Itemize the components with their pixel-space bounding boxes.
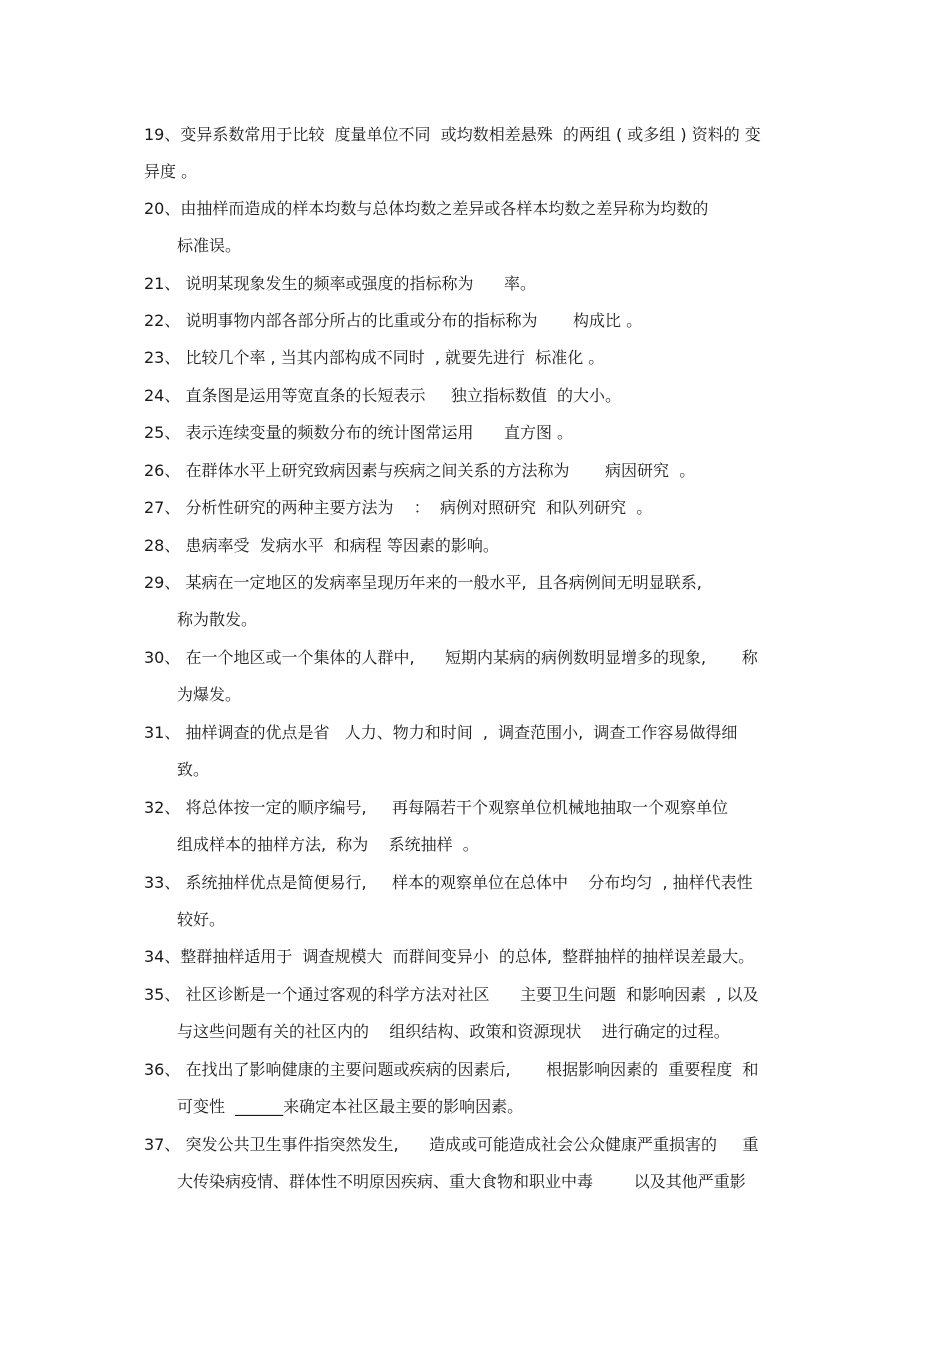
- item-32-line-1: 32、 将总体按一定的顺序编号, 再每隔若干个观察单位机械地抽取一个观察单位: [144, 798, 728, 817]
- item-20-line-2: 标准误。: [177, 236, 242, 255]
- item-32-line-2: 组成样本的抽样方法, 称为 系统抽样 。: [177, 835, 479, 854]
- item-29-line-1: 29、 某病在一定地区的发病率呈现历年来的一般水平, 且各病例间无明显联系,: [144, 573, 702, 592]
- item-36-line-1: 36、 在找出了影响健康的主要问题或疾病的因素后, 根据影响因素的 重要程度 和: [144, 1060, 759, 1079]
- item-35-line-1: 35、 社区诊断是一个通过客观的科学方法对社区 主要卫生问题 和影响因素 , 以及: [144, 985, 759, 1004]
- item-36-line-2: 可变性 ______来确定本社区最主要的影响因素。: [177, 1097, 524, 1116]
- item-29-line-2: 称为散发。: [177, 610, 258, 629]
- item-27: 27、 分析性研究的两种主要方法为 ： 病例对照研究 和队列研究 。: [144, 498, 653, 517]
- item-24: 24、 直条图是运用等宽直条的长短表示 独立指标数值 的大小。: [144, 386, 622, 405]
- item-23: 23、 比较几个率 , 当其内部构成不同时 , 就要先进行 标准化 。: [144, 348, 605, 367]
- item-19-line-2: 异度 。: [144, 162, 198, 181]
- item-37-line-2: 大传染病疫情、群体性不明原因疾病、重大食物和职业中毒 以及其他严重影: [177, 1172, 746, 1191]
- item-22: 22、 说明事物内部各部分所占的比重或分布的指标称为 构成比 。: [144, 311, 643, 330]
- item-28: 28、 患病率受 发病水平 和病程 等因素的影响。: [144, 536, 499, 555]
- item-33-line-1: 33、 系统抽样优点是简便易行, 样本的观察单位在总体中 分布均匀 , 抽样代表性: [144, 873, 753, 892]
- item-31-line-1: 31、 抽样调查的优点是省 人力、物力和时间 , 调查范围小, 调查工作容易做得细: [144, 723, 738, 742]
- item-35-line-2: 与这些问题有关的社区内的 组织结构、政策和资源现状 进行确定的过程。: [177, 1022, 730, 1041]
- item-30-line-1: 30、 在一个地区或一个集体的人群中, 短期内某病的病例数明显增多的现象, 称: [144, 648, 758, 667]
- item-33-line-2: 较好。: [177, 910, 226, 929]
- item-34: 34、整群抽样适用于 调查规模大 而群间变异小 的总体, 整群抽样的抽样误差最大。: [144, 947, 755, 966]
- item-20-line-1: 20、由抽样而造成的样本均数与总体均数之差异或各样本均数之差异称为均数的: [144, 199, 709, 218]
- item-25: 25、 表示连续变量的频数分布的统计图常运用 直方图 。: [144, 423, 574, 442]
- item-31-line-2: 致。: [177, 760, 210, 779]
- item-19-line-1: 19、变异系数常用于比较 度量单位不同 或均数相差悬殊 的两组 ( 或多组 ) 资料的 变: [144, 125, 761, 144]
- item-37-line-1: 37、 突发公共卫生事件指突然发生, 造成或可能造成社会公众健康严重损害的 重: [144, 1135, 759, 1154]
- item-21: 21、 说明某现象发生的频率或强度的指标称为 率。: [144, 274, 536, 293]
- item-26: 26、 在群体水平上研究致病因素与疾病之间关系的方法称为 病因研究 。: [144, 461, 696, 480]
- item-30-line-2: 为爆发。: [177, 685, 242, 704]
